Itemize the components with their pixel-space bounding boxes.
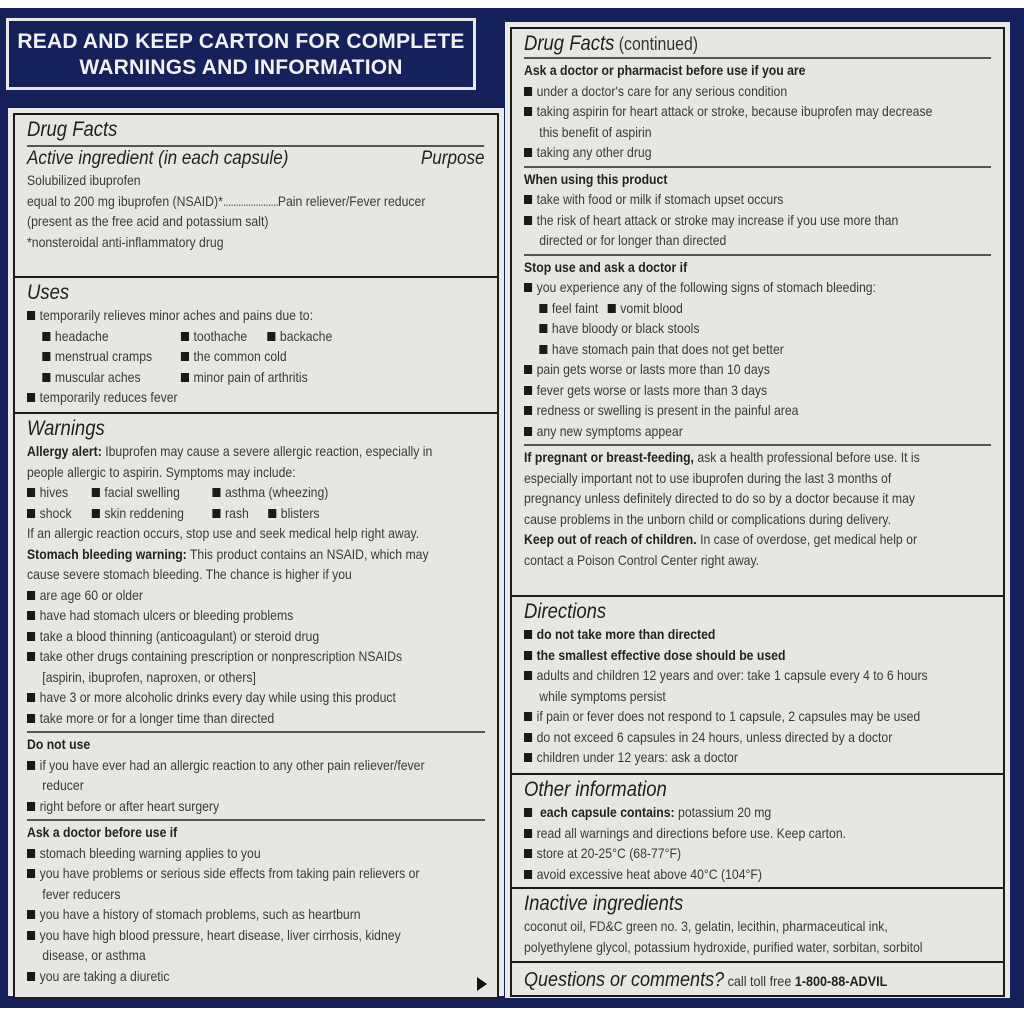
- ask-pharmacist-title: Ask a doctor or pharmacist before use if you are: [524, 63, 806, 78]
- uses-row-1: headache toothache backache: [27, 327, 439, 348]
- do-not-use-item: if you have ever had an allergic reaction to any other pain reliever/fever: [27, 756, 439, 777]
- stomach-item: are age 60 or older: [27, 586, 439, 607]
- stomach-item: have had stomach ulcers or bleeding problems: [27, 606, 439, 627]
- banner-line-2: WARNINGS AND INFORMATION: [79, 56, 403, 79]
- symptoms-row-2: shock skin reddening rash blisters: [27, 504, 439, 525]
- inactive-ingredients-box: Inactive ingredients coconut oil, FD&C green no. 3, gelatin, lecithin, pharmaceutical ink, polyethylene glycol, potassium hydroxide, purified water, sorbitan, sorbitol: [510, 887, 1005, 963]
- warnings-title: Warnings: [27, 417, 105, 440]
- ingredient-form-line: (present as the free acid and potassium salt): [27, 214, 269, 229]
- directions-title: Directions: [524, 600, 607, 623]
- stomach-item: take other drugs containing prescription or nonprescription NSAIDs: [27, 647, 439, 668]
- divider: [27, 819, 485, 821]
- phone-number: 1-800-88-ADVIL: [794, 973, 888, 989]
- questions-box: [510, 961, 1005, 997]
- allergy-action: If an allergic reaction occurs, stop use and seek medical help right away.: [27, 526, 420, 541]
- ask-doctor-item: stomach bleeding warning applies to you: [27, 844, 439, 865]
- ask-doctor-title: Ask a doctor before use if: [27, 825, 178, 840]
- uses-row-2: menstrual cramps the common cold: [27, 347, 439, 368]
- divider: [27, 731, 485, 733]
- uses-row-3: muscular aches minor pain of arthritis: [27, 368, 439, 389]
- ask-doctor-item: you have high blood pressure, heart disease, liver cirrhosis, kidney: [27, 926, 439, 947]
- carton-warning-banner: [6, 18, 476, 90]
- other-information-title: Other information: [524, 778, 667, 801]
- warnings-box: Warnings Allergy alert: Ibuprofen may cause a severe allergic reaction, especially in people allergic to aspirin. Symptoms may include: hives facial swelling asthma (wheezing) shock skin reddening rash blisters If an allergic reaction occurs, stop use and seek medical help right away. Stomach bleeding warning: This product contains an NSAID, which may cause severe stomach bleeding. The chance is higher if you are age 60 or older have had stomach ulcers or bleeding problems take a blood thinning (anticoagulant) or steroid drug take other drugs containing prescription or nonprescription NSAIDs [aspirin, ibuprofen, naproxen, or others] have 3 or more alcoholic drinks every day while using this product take more or for a longer time than directed Do not use if you have ever had an allergic reaction to any other pain reliever/fever reducer right before or after heart surgery Ask a doctor before use if stomach bleeding warning applies to you you have problems or serious side effects from taking pain relievers or fever reducers you have a history of stomach problems, such as heartburn you have high blood pressure, heart disease, liver cirrhosis, kidney disease, or asthma you are taking a diuretic: [13, 412, 499, 999]
- continue-arrow-icon: [477, 977, 487, 991]
- uses-title: Uses: [27, 281, 70, 304]
- ingredient-line: Solubilized ibuprofen: [27, 173, 141, 188]
- uses-intro: temporarily relieves minor aches and pains due to:: [27, 306, 439, 327]
- other-information-box: Other information each capsule contains: potassium 20 mg read all warnings and directions before use. Keep carton. store at 20-25°C (68-77°F) avoid excessive heat above 40°C (104°F): [510, 773, 1005, 889]
- warnings-continued-box: Drug Facts (continued) Ask a doctor or pharmacist before use if you are under a doctor's care for any serious condition taking aspirin for heart attack or stroke, because ibuprofen may decrease this benefit of aspirin taking any other drug When using this product take with food or milk if stomach upset occurs the risk of heart attack or stroke may increase if you use more than directed or for longer than directed Stop use and ask a doctor if you experience any of the following signs of stomach bleeding: feel faint vomit blood have bloody or black stools have stomach pain that does not get better pain gets worse or lasts more than 10 days fever gets worse or lasts more than 3 days redness or swelling is present in the painful area any new symptoms appear If pregnant or breast-feeding, ask a health professional before use. It is especially important not to use ibuprofen during the last 3 months of pregnancy unless definitely directed to do so by a doctor because it may cause problems in the unborn child or complications during delivery. Keep out of reach of children. In case of overdose, get medical help or contact a Poison Control Center right away.: [510, 27, 1005, 597]
- divider: [524, 166, 991, 168]
- keep-out-of-reach: Keep out of reach of children. In case of overdose, get medical help or: [524, 532, 918, 547]
- do-not-use-item: right before or after heart surgery: [27, 797, 439, 818]
- when-using-title: When using this product: [524, 171, 668, 187]
- inactive-ingredients-title: Inactive ingredients: [524, 892, 684, 915]
- divider: [524, 444, 991, 446]
- stop-use-title: Stop use and ask a doctor if: [524, 259, 688, 275]
- allergy-alert: Allergy alert: Ibuprofen may cause a severe allergic reaction, especially in: [27, 444, 433, 459]
- uses-box: [13, 276, 499, 414]
- active-ingredient-box: [13, 113, 499, 278]
- stomach-item: take a blood thinning (anticoagulant) or steroid drug: [27, 627, 439, 648]
- do-not-use-title: Do not use: [27, 737, 91, 752]
- ask-doctor-item: you are taking a diuretic: [27, 967, 439, 988]
- drug-facts-left-panel: [8, 108, 504, 996]
- directions-box: Directions do not take more than directed the smallest effective dose should be used adults and children 12 years and over: take 1 capsule every 4 to 6 hours while symptoms persist if pain or fever does not respond to 1 capsule, 2 capsules may be used do not exceed 6 capsules in 24 hours, unless directed by a doctor children under 12 years: ask a doctor: [510, 595, 1005, 775]
- ingredient-dose-line: equal to 200 mg ibuprofen (NSAID)* ...................... Pain reliever/Fever reducer: [27, 192, 485, 213]
- purpose-value: Pain reliever/Fever reducer: [277, 193, 426, 209]
- drug-facts-right-panel: [505, 22, 1010, 998]
- divider: [524, 254, 991, 256]
- stomach-item: take more or for a longer time than directed: [27, 709, 439, 730]
- banner-line-1: READ AND KEEP CARTON FOR COMPLETE: [17, 30, 465, 53]
- drug-facts-continued-title: Drug Facts (continued): [524, 32, 699, 55]
- drug-facts-title: Drug Facts: [27, 118, 118, 141]
- questions-line: Questions or comments? call toll free 1-800-88-ADVIL: [524, 969, 888, 991]
- divider: [524, 57, 991, 59]
- active-ingredient-header: Active ingredient (in each capsule) Purpose: [27, 145, 485, 171]
- ask-doctor-item: you have a history of stomach problems, such as heartburn: [27, 905, 439, 926]
- nsaid-footnote: *nonsteroidal anti-inflammatory drug: [27, 234, 224, 250]
- pregnancy-warning: If pregnant or breast-feeding, ask a health professional before use. It is: [524, 450, 920, 465]
- purpose-header: Purpose: [420, 148, 485, 169]
- ask-doctor-item: you have problems or serious side effects from taking pain relievers or: [27, 864, 439, 885]
- symptoms-row-1: hives facial swelling asthma (wheezing): [27, 483, 439, 504]
- stomach-warning: Stomach bleeding warning: This product contains an NSAID, which may: [27, 546, 429, 562]
- stomach-item: have 3 or more alcoholic drinks every day while using this product: [27, 688, 439, 709]
- uses-fever: temporarily reduces fever: [27, 388, 439, 409]
